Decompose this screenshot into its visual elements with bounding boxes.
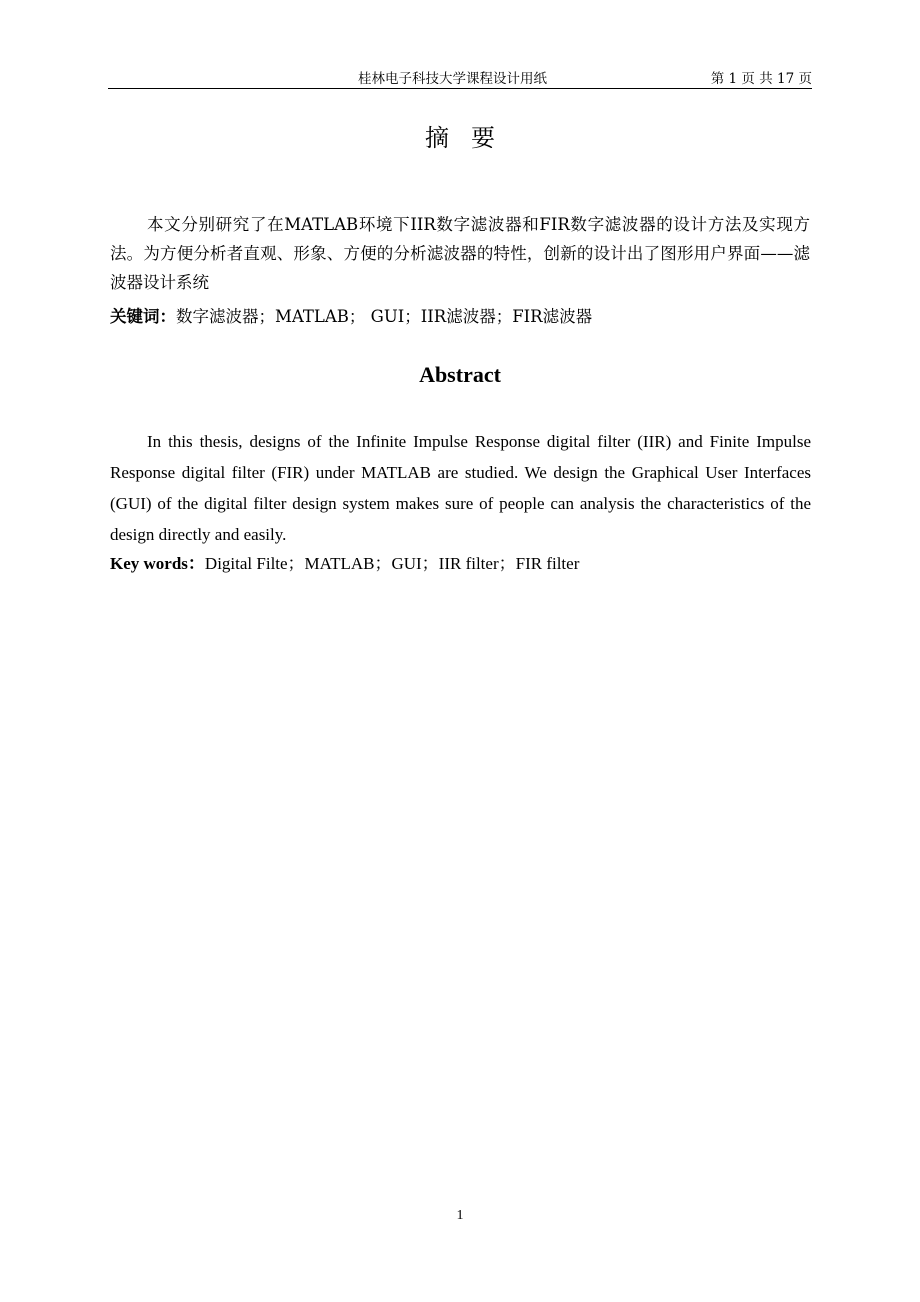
page-number: 1 — [456, 1208, 464, 1223]
chinese-abstract-title: 摘要 — [425, 124, 517, 152]
english-keywords-label: Key words： — [110, 554, 205, 573]
english-abstract-title: Abstract — [419, 362, 501, 387]
school-paper-title: 桂林电子科技大学课程设计用纸 — [358, 71, 547, 87]
chinese-abstract-body: 本文分别研究了在MATLAB环境下IIR数字滤波器和FIR数字滤波器的设计方法及实现方法。为方便分析者直观、形象、方便的分析滤波器的特性，创新的设计出了图形用户界面——滤波器设计系统 — [110, 215, 810, 292]
chinese-keywords-text: 数字滤波器；MATLAB； GUI；IIR滤波器；FIR滤波器 — [176, 307, 593, 326]
page-info: 第 1 页 共 17 页 — [710, 71, 812, 87]
page-header — [108, 64, 812, 89]
chinese-keywords — [110, 305, 810, 329]
english-abstract-body: In this thesis, designs of the Infinite Impulse Response digital filter (IIR) and Finite Impulse Response digital filter (FIR) under MATLAB are studied. We design the Graphical User Interfaces (GUI) of the digital filter design system makes sure of people can analysis the characteristics of the design directly and easily. — [110, 432, 811, 544]
chinese-keywords-label: 关键词： — [110, 307, 176, 326]
english-keywords-text: Digital Filte；MATLAB；GUI；IIR filter；FIR filter — [204, 554, 580, 573]
english-keywords — [110, 552, 810, 576]
